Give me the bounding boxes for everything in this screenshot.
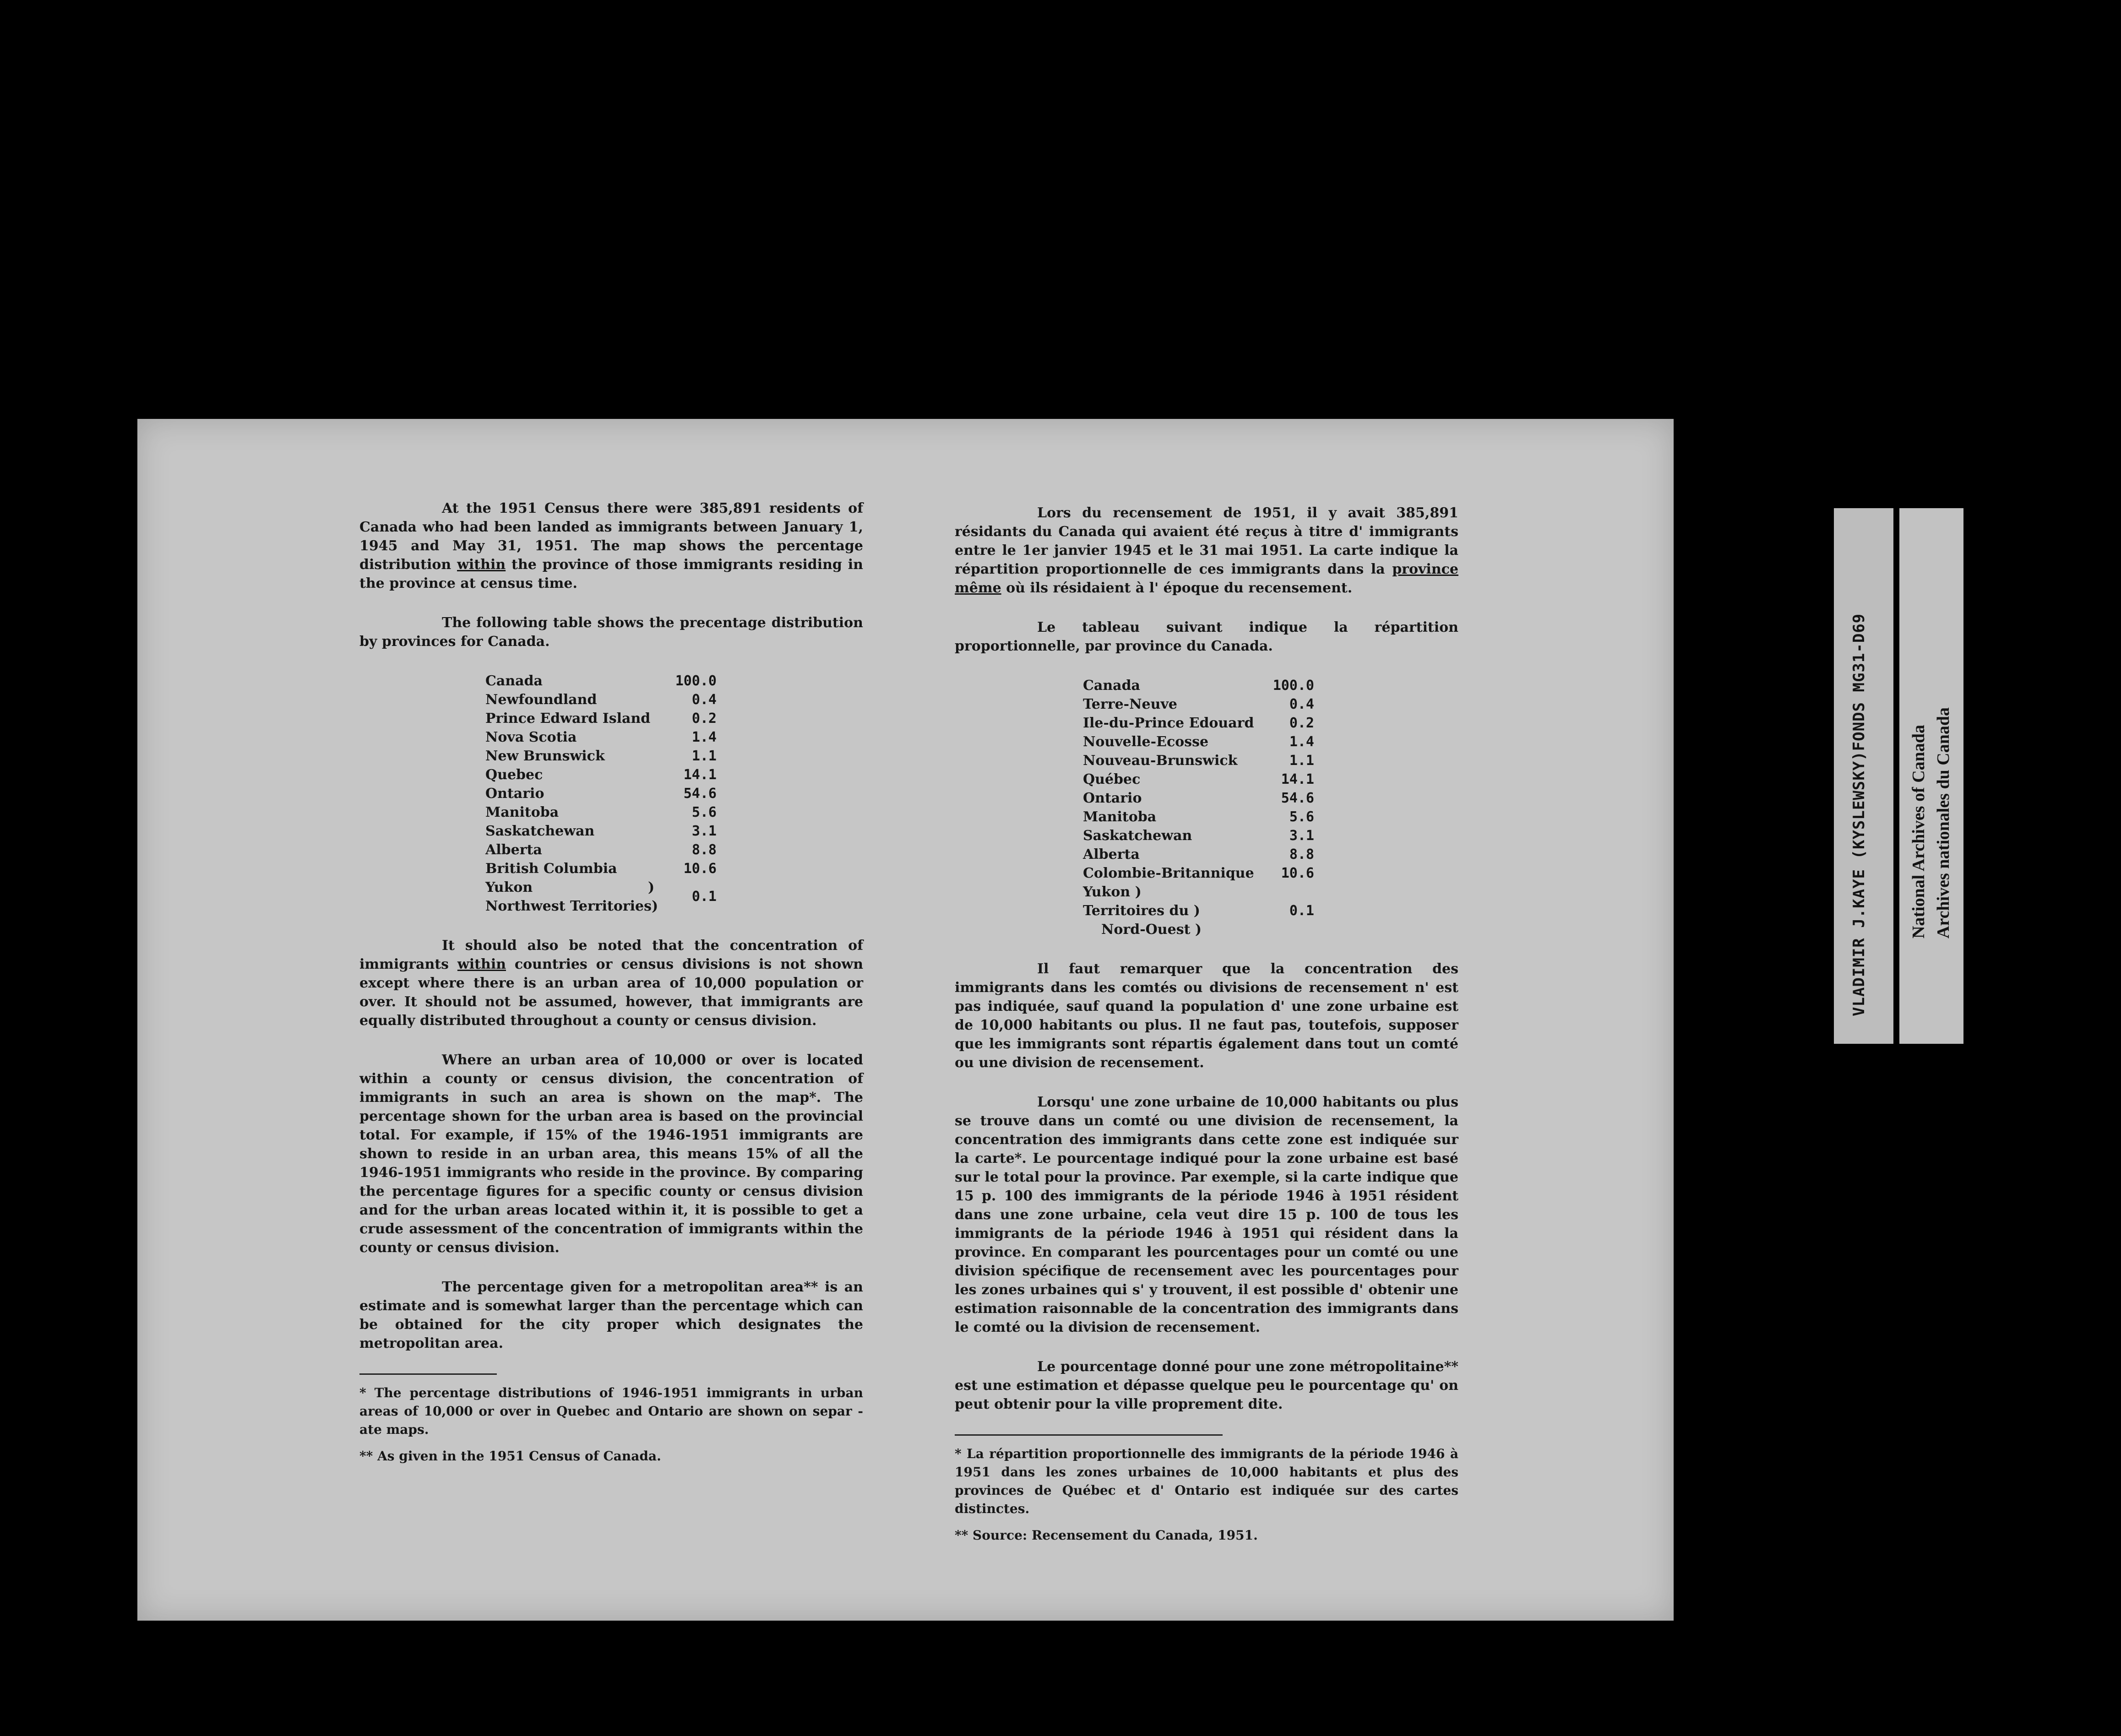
en-paragraph-3: It should also be noted that the concentration of immigrants within countries or census divisions is not shown except where there is an urban area of 10,000 population or over. It should not be assumed, however, that immigrants are equally distributed throughout a county or census division. — [359, 938, 863, 1029]
fr-province-name: Colombie-Britannique — [1083, 865, 1254, 881]
fr-province-percentage: 8.8 — [1289, 846, 1314, 863]
en-province-name: Newfoundland — [485, 692, 597, 708]
fr-province-name: Saskatchewan — [1083, 828, 1192, 844]
fr-province-name: Ontario — [1083, 790, 1142, 806]
fr-table-row — [955, 751, 1458, 770]
en-province-name: Manitoba — [485, 804, 559, 820]
en-territories-value: 0.1 — [691, 889, 717, 905]
en-table-row — [359, 859, 863, 878]
fr-table-row — [955, 714, 1458, 732]
fr-underlined-province-meme: province même — [955, 561, 1458, 596]
fr-footnote-2: ** Source: Recensement du Canada, 1951. — [955, 1528, 1258, 1543]
en-province-name: British Columbia — [485, 861, 617, 877]
fr-province-percentage: 5.6 — [1289, 809, 1314, 825]
en-province-name: Ontario — [485, 786, 544, 802]
fr-province-percentage: 54.6 — [1281, 790, 1314, 806]
en-nwt-label: Northwest Territories) — [485, 898, 658, 914]
fr-province-name: Ile-du-Prince Edouard — [1083, 715, 1254, 731]
document-page — [137, 419, 1674, 1621]
fr-table-row — [955, 789, 1458, 808]
en-province-percentage: 100.0 — [675, 673, 717, 689]
en-table-row — [359, 822, 863, 841]
en-table-row — [359, 672, 863, 690]
archives-name-english: National Archives of Canada — [1909, 725, 1928, 939]
fr-province-percentage: 0.2 — [1289, 715, 1314, 731]
fr-paragraph-2: Le tableau suivant indique la répartition proportionnelle, par province du Canada. — [955, 619, 1458, 654]
en-province-name: New Brunswick — [485, 748, 605, 764]
fr-province-name: Manitoba — [1083, 809, 1157, 825]
en-province-percentage: 0.4 — [691, 692, 717, 708]
fr-table-row — [955, 695, 1458, 714]
fr-paragraph-4: Lorsqu' une zone urbaine de 10,000 habitants ou plus se trouve dans un comté ou une division de recensement, la concentration des immigrants dans cette zone est indiquée sur la carte*. Le pourcentage indiqué pour la zone urbaine est basé sur le total pour la province. Par exemple, si la carte indique que 15 p. 100 des immigrants de la période 1946 à 1951 résident dans une zone urbaine, cela veut dire 15 p. 100 de tous les immigrants de la période 1946 à 1951 qui résident dans la province. En comparant les pourcentages pour un comté ou une division spécifique de recensement avec les pourcentages pour les zones urbaines qui s' y trouvent, il est possible d' obtenir une estimation raisonnable de la concentration des immigrants dans le comté ou la division de recensement. — [955, 1094, 1458, 1335]
english-column — [359, 499, 863, 1474]
fr-province-percentage: 3.1 — [1289, 828, 1314, 844]
french-column — [955, 504, 1458, 1553]
en-underlined-within-2: within — [457, 956, 506, 972]
en-province-name: Alberta — [485, 842, 542, 858]
fr-table-last-row — [955, 883, 1458, 939]
fr-province-name: Nouveau-Brunswick — [1083, 753, 1238, 769]
en-table-row — [359, 803, 863, 822]
en-province-percentage: 3.1 — [691, 823, 717, 839]
fr-province-name: Alberta — [1083, 846, 1140, 863]
en-province-percentage: 8.8 — [691, 842, 717, 858]
en-province-name: Prince Edward Island — [485, 711, 651, 727]
fr-province-name: Nouvelle-Ecosse — [1083, 734, 1209, 750]
fonds-reference-label: VLADIMIR J.KAYE (KYSLEWSKY)FONDS MG31-D69 — [1850, 613, 1868, 1016]
fr-paragraph-5: Le pourcentage donné pour une zone métropolitaine** est une estimation et dépasse quelque peu le pourcentage qu' on peut obtenir pour la ville proprement dite. — [955, 1359, 1458, 1412]
en-province-name: Quebec — [485, 767, 543, 783]
fr-table-row — [955, 676, 1458, 695]
en-paragraph-4: Where an urban area of 10,000 or over is located within a county or census division, the concentration of immigrants in such an area is shown on the map*. The percentage shown for the urban area is based on the provincial total. For example, if 15% of the 1946-1951 immigrants are shown to reside in an urban area, this means 15% of all the 1946-1951 immigrants who reside in the province. By comparing the percentage figures for a specific county or census division and for the urban areas located within it, it is possible to get a crude assessment of the concentration of immigrants within the county or census division. — [359, 1052, 863, 1256]
en-paragraph-1: At the 1951 Census there were 385,891 residents of Canada who had been landed as immigrants between January 1, 1945 and May 31, 1951. The map shows the percentage distribution within the province of those immigrants residing in the province at census time. — [359, 500, 863, 591]
fr-province-percentage: 14.1 — [1281, 771, 1314, 787]
fr-province-table — [955, 676, 1458, 939]
fr-territories-value: 0.1 — [1289, 903, 1314, 919]
en-table-row — [359, 709, 863, 728]
en-yukon-label: Yukon — [485, 879, 533, 895]
en-table-row — [359, 841, 863, 859]
en-province-percentage: 10.6 — [683, 861, 717, 877]
en-province-name: Canada — [485, 673, 543, 689]
en-table-row — [359, 765, 863, 784]
en-province-percentage: 54.6 — [683, 786, 717, 802]
en-table-row — [359, 747, 863, 765]
fr-province-name: Québec — [1083, 771, 1141, 787]
fr-table-row — [955, 808, 1458, 826]
en-province-percentage: 1.4 — [691, 729, 717, 745]
fr-province-percentage: 10.6 — [1281, 865, 1314, 881]
en-province-table — [359, 672, 863, 916]
en-province-percentage: 0.2 — [691, 711, 717, 727]
en-province-name: Nova Scotia — [485, 729, 577, 745]
fr-nord-ouest-label: Nord-Ouest ) — [1101, 922, 1202, 938]
fr-table-row — [955, 770, 1458, 789]
en-footnote-divider — [359, 1373, 497, 1375]
fr-province-percentage: 0.4 — [1289, 696, 1314, 712]
en-underlined-within: within — [457, 557, 506, 573]
fr-paragraph-1: Lors du recensement de 1951, il y avait 385,891 résidants du Canada qui avaient été reçus à titre d' immigrants entre le 1er janvier 1945 et le 31 mai 1951. La carte indique la répartition proportionnelle de ces immigrants dans la province même où ils résidaient à l' époque du recensement. — [955, 505, 1458, 596]
fr-province-name: Terre-Neuve — [1083, 696, 1177, 712]
fr-province-percentage: 1.4 — [1289, 734, 1314, 750]
fr-footnote-divider — [955, 1434, 1223, 1436]
en-province-name: Saskatchewan — [485, 823, 595, 839]
fr-province-name: Canada — [1083, 678, 1140, 694]
en-footnote-1: * The percentage distributions of 1946-1951 immigrants in urban areas of 10,000 or over in Quebec and Ontario are shown on separ - ate maps. — [359, 1385, 863, 1437]
fr-table-row — [955, 864, 1458, 883]
fr-table-row — [955, 826, 1458, 845]
fr-paragraph-3: Il faut remarquer que la concentration des immigrants dans les comtés ou divisions de recensement n' est pas indiquée, sauf quand la population d' une zone urbaine est de 10,000 habitants ou plus. Il ne faut pas, toutefois, supposer que les immigrants sont répartis également dans tout un comté ou une division de recensement. — [955, 961, 1458, 1071]
fr-yukon-label: Yukon ) — [1083, 884, 1142, 900]
fr-footnote-1: * La répartition proportionnelle des immigrants de la période 1946 à 1951 dans les zones urbaines de 10,000 habitants et plus des provinces de Québec et d' Ontario est indiquée sur des cartes distinctes. — [955, 1446, 1458, 1516]
fr-territoires-label: Territoires du ) — [1083, 903, 1200, 919]
fr-province-percentage: 1.1 — [1289, 753, 1314, 769]
en-table-row — [359, 784, 863, 803]
en-paragraph-5: The percentage given for a metropolitan area** is an estimate and is somewhat larger than the percentage which can be obtained for the city proper which designates the metropolitan area. — [359, 1279, 863, 1351]
archives-name-french: Archives nationales du Canada — [1934, 707, 1953, 939]
en-paragraph-2: The following table shows the precentage distribution by provinces for Canada. — [359, 615, 863, 650]
fr-table-row — [955, 845, 1458, 864]
en-table-row — [359, 690, 863, 709]
en-province-percentage: 14.1 — [683, 767, 717, 783]
fr-province-percentage: 100.0 — [1273, 678, 1314, 694]
en-yukon-paren: ) — [648, 879, 655, 895]
en-province-percentage: 1.1 — [691, 748, 717, 764]
fr-table-row — [955, 732, 1458, 751]
en-province-percentage: 5.6 — [691, 804, 717, 820]
en-table-last-row — [359, 878, 863, 916]
en-table-row — [359, 728, 863, 747]
en-footnote-2: ** As given in the 1951 Census of Canada. — [359, 1448, 661, 1464]
